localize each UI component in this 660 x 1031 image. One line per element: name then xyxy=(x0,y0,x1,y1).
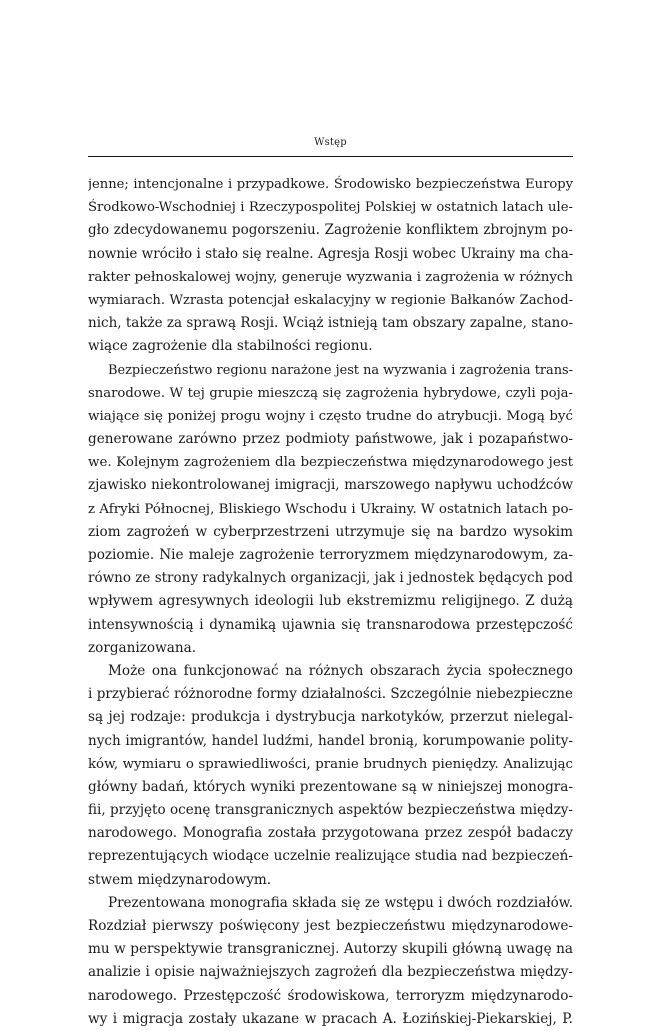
text-line: narodowego. Monografia została przygotowana przez zespół badaczy xyxy=(88,825,573,842)
text-line: fii, przyjęto ocenę transgranicznych aspektów bezpieczeństwa między- xyxy=(88,802,573,819)
text-line: wiające się poniżej progu wojny i często trudne do atrybucji. Mogą być xyxy=(88,408,573,424)
text-line: Rozdział pierwszy poświęcony jest bezpieczeństwu międzynarodowe- xyxy=(88,918,573,934)
text-line: zjawisko niekontrolowanej imigracji, marszowego napływu uchodźców xyxy=(88,477,573,494)
text-line: Może ona funkcjonować na różnych obszarach życia społecznego xyxy=(108,662,573,679)
text-line: poziomie. Nie maleje zagrożenie terroryzmem międzynarodowym, za- xyxy=(88,547,573,563)
text-line: rakter pełnoskalowej wojny, generuje wyzwania i zagrożenia w różnych xyxy=(88,269,573,285)
text-line: główny badań, których wyniki prezentowane są w niniejszej monogra- xyxy=(88,778,573,795)
text-line: Środkowo-Wschodniej i Rzeczypospolitej Polskiej w ostatnich latach ule- xyxy=(88,200,573,216)
text-line: analizie i opisie najważniejszych zagrożeń dla bezpieczeństwa między- xyxy=(88,964,573,981)
text-line: jenne; intencjonalne i przypadkowe. Środowisko bezpieczeństwa Europy xyxy=(88,177,573,192)
text-line: generowane zarówno przez podmioty państwowe, jak i pozapaństwo- xyxy=(88,431,573,448)
text-line: i przybierać różnorodne formy działalności. Szczególnie niebezpieczne xyxy=(88,686,573,703)
text-line: snarodowe. W tej grupie mieszczą się zagrożenia hybrydowe, czyli poja- xyxy=(88,385,573,401)
text-line: wy i migracja zostały ukazane w pracach A. Łozińskiej-Piekarskiej, P. xyxy=(88,1010,573,1027)
text-line: intensywnością i dynamiką ujawnia się transnarodowa przestępczość xyxy=(88,616,573,633)
text-line: narodowego. Przestępczość środowiskowa, terroryzm międzynarodo- xyxy=(88,987,573,1004)
text-line: Bezpieczeństwo regionu narażone jest na wyzwania i zagrożenia trans- xyxy=(108,362,573,378)
text-line: nych imigrantów, handel ludźmi, handel bronią, korumpowanie polity- xyxy=(88,732,573,749)
text-line: gło zdecydowanemu pogorszeniu. Zagrożenie konfliktem zbrojnym po- xyxy=(88,222,573,239)
running-head: Wstęp xyxy=(314,137,347,148)
text-line: wiące zagrożenie dla stabilności regionu. xyxy=(88,338,373,355)
body-text xyxy=(88,173,573,1031)
text-line: zorganizowana. xyxy=(88,639,197,656)
text-line: wpływem agresywnych ideologii lub ekstremizmu religijnego. Z dużą xyxy=(88,593,573,610)
text-line: ziom zagrożeń w cyberprzestrzeni utrzymuje się na bardzo wysokim xyxy=(88,523,573,540)
text-line: są jej rodzaje: produkcja i dystrybucja narkotyków, przerzut nielegal- xyxy=(88,709,573,726)
text-line: równo ze strony radykalnych organizacji, jak i jednostek będących pod xyxy=(88,570,573,587)
text-line: Prezentowana monografia składa się ze wstępu i dwóch rozdziałów. xyxy=(108,894,573,911)
text-line: z Afryki Północnej, Bliskiego Wschodu i Ukrainy. W ostatnich latach po- xyxy=(88,501,573,517)
text-line: nich, także za sprawą Rosji. Wciąż istnieją tam obszary zapalne, stano- xyxy=(88,315,573,332)
text-line: stwem międzynarodowym. xyxy=(88,871,272,888)
text-line: we. Kolejnym zagrożeniem dla bezpieczeństwa międzynarodowego jest xyxy=(88,455,573,471)
text-line: reprezentujących wiodące uczelnie realizujące studia nad bezpieczeń- xyxy=(88,848,573,865)
text-line: mu w perspektywie transgranicznej. Autorzy skupili główną uwagę na xyxy=(88,941,573,958)
header-rule xyxy=(88,156,573,157)
text-line: wymiarach. Wzrasta potencjał eskalacyjny w regionie Bałkanów Zachod- xyxy=(88,292,573,308)
text-line: ków, wymiaru o sprawiedliwości, pranie brudnych pieniędzy. Analizując xyxy=(88,756,573,772)
text-line: nownie wróciło i stało się realne. Agresja Rosji wobec Ukrainy ma cha- xyxy=(88,245,573,262)
